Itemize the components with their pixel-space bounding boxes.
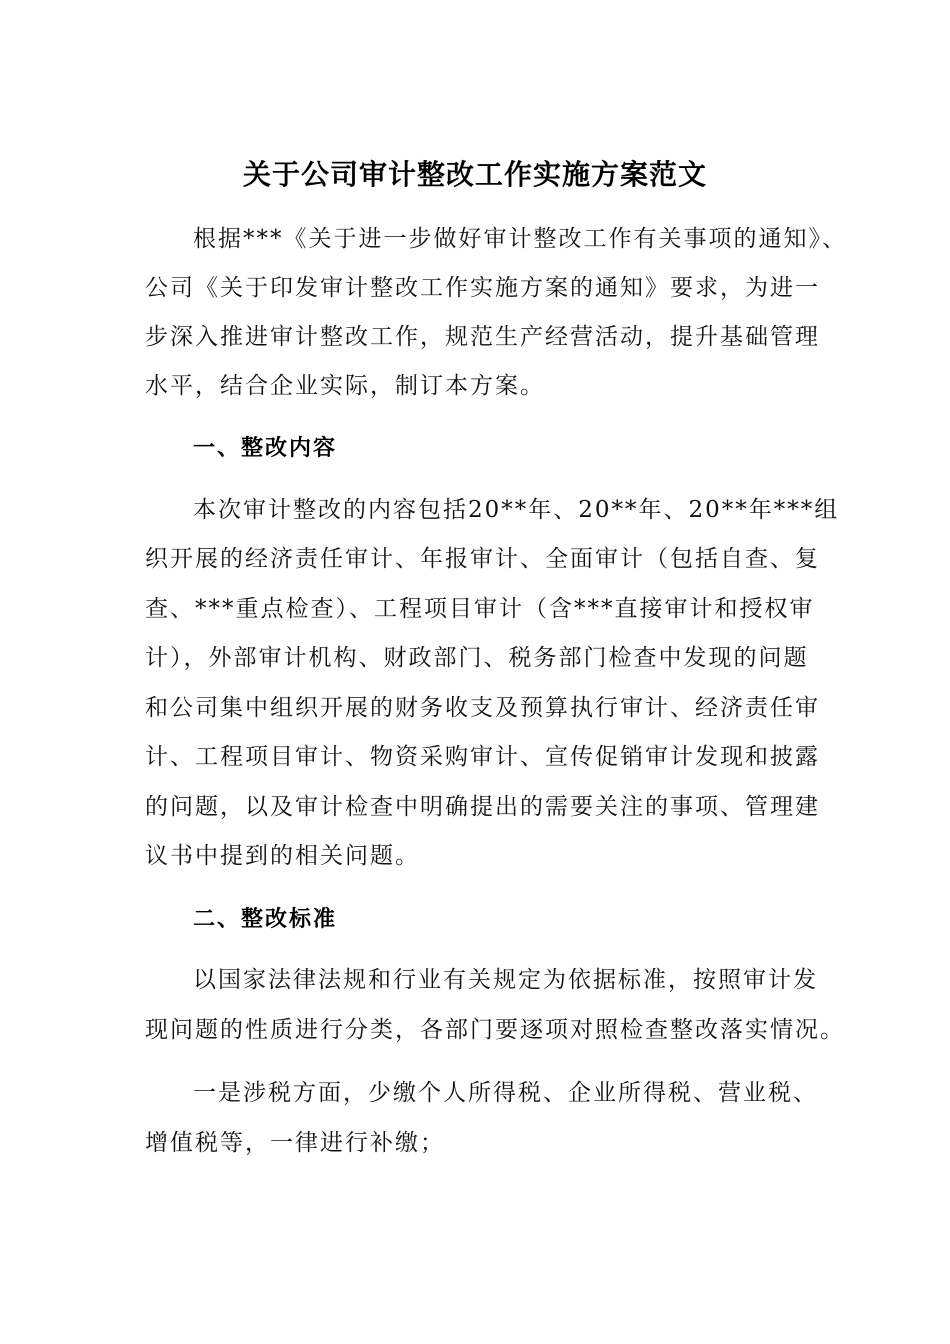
section2-line: 以国家法律法规和行业有关规定为依据标准，按照审计发 <box>193 967 818 993</box>
section1-line: 查、***重点检查）、工程项目审计（含***直接审计和授权审 <box>145 596 815 622</box>
section2-item-line: 增值税等，一律进行补缴； <box>145 1130 445 1156</box>
section1-line: 本次审计整改的内容包括20**年、20**年、20**年***组 <box>193 497 840 523</box>
section-heading-content: 一、整改内容 <box>193 436 338 461</box>
section1-line: 的问题，以及审计检查中明确提出的需要关注的事项、管理建 <box>145 794 820 820</box>
section-heading-standard: 二、整改标准 <box>193 907 338 932</box>
section2-item-line: 一是涉税方面，少缴个人所得税、企业所得税、营业税、 <box>193 1080 818 1106</box>
intro-line: 步深入推进审计整改工作，规范生产经营活动，提升基础管理 <box>145 324 820 350</box>
section2-line: 现问题的性质进行分类，各部门要逐项对照检查整改落实情况。 <box>145 1017 845 1043</box>
intro-line: 根据***《关于进一步做好审计整改工作有关事项的通知》、 <box>193 226 847 252</box>
section1-line: 织开展的经济责任审计、年报审计、全面审计（包括自查、复 <box>145 546 820 572</box>
section1-line: 计、工程项目审计、物资采购审计、宣传促销审计发现和披露 <box>145 744 820 770</box>
section1-line: 计），外部审计机构、财政部门、税务部门检查中发现的问题 <box>145 645 809 671</box>
section1-line: 和公司集中组织开展的财务收支及预算执行审计、经济责任审 <box>145 695 820 721</box>
intro-line: 公司《关于印发审计整改工作实施方案的通知》要求，为进一 <box>145 275 820 301</box>
section1-line: 议书中提到的相关问题。 <box>145 843 420 869</box>
document-title: 关于公司审计整改工作实施方案范文 <box>242 158 707 191</box>
intro-line: 水平，结合企业实际，制订本方案。 <box>145 373 545 399</box>
